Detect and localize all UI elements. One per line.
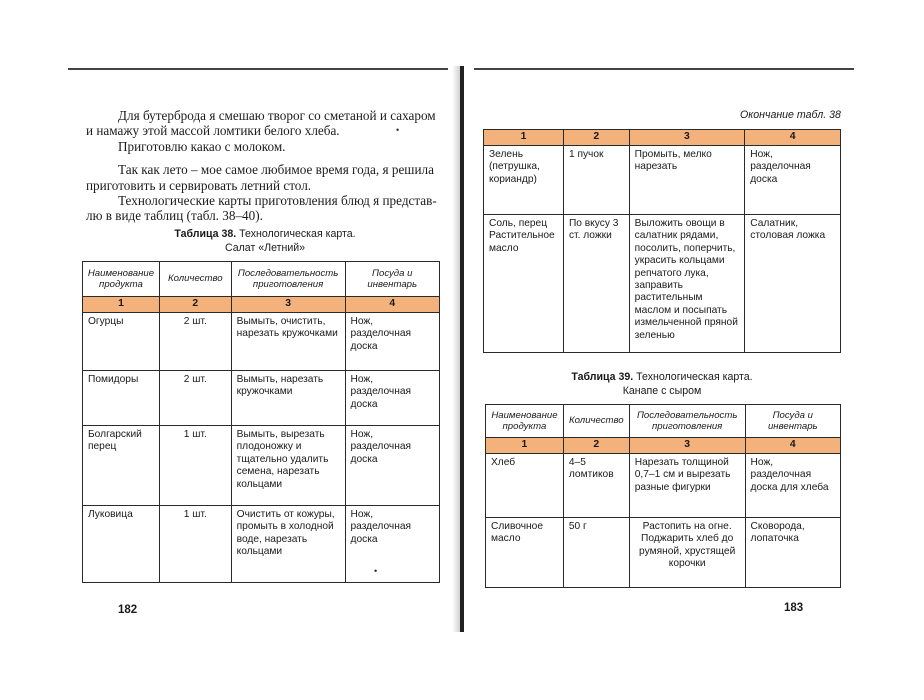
cell-tools: Нож, разделочная доска bbox=[745, 146, 841, 215]
cell-tools: Сковорода, лопаточка bbox=[745, 518, 840, 588]
paragraph-line: Для бутерброда я смешаю творог со сметаной и сахаром bbox=[118, 108, 436, 123]
cell-quantity: 2 шт. bbox=[159, 313, 231, 371]
cell-quantity: 4–5 ломтиков bbox=[563, 454, 629, 518]
cell-product: Луковица bbox=[83, 506, 160, 583]
table-row bbox=[83, 426, 440, 506]
cell-tools: Нож, разделочная доска bbox=[345, 313, 440, 371]
stray-mark: • bbox=[374, 566, 378, 576]
header-tools: Посуда и инвентарь bbox=[345, 262, 440, 297]
paragraph-line: и намажу этой массой ломтики белого хлеба. bbox=[86, 123, 340, 138]
cell-quantity: 1 шт. bbox=[159, 506, 231, 583]
paragraph-line: Приготовлю какао с молоком. bbox=[118, 139, 286, 154]
table-row bbox=[486, 454, 841, 518]
cell-steps: Выложить овощи в салатник рядами, посолить, поперчить, украсить кольцами репчатого лука, заправить растительным маслом и посыпать измельченной пряной зеленью bbox=[629, 215, 745, 353]
table-row bbox=[83, 313, 440, 371]
paragraph-line: лю в виде таблиц (табл. 38–40). bbox=[86, 208, 263, 223]
right-top-rule bbox=[474, 68, 854, 70]
cell-tools: Нож, разделочная доска bbox=[345, 506, 440, 583]
cell-product: Болгарский перец bbox=[83, 426, 160, 506]
column-number: 4 bbox=[745, 438, 840, 454]
header-quantity: Количество bbox=[159, 262, 231, 297]
cell-steps: Промыть, мелко нарезать bbox=[629, 146, 745, 215]
column-number: 1 bbox=[486, 438, 564, 454]
paragraph-line: Так как лето – мое самое любимое время года, я решила bbox=[118, 162, 434, 177]
column-number: 2 bbox=[563, 438, 629, 454]
book-spine bbox=[460, 66, 464, 632]
cell-product: Хлеб bbox=[486, 454, 564, 518]
table-38-label: Таблица 38. bbox=[174, 228, 237, 240]
header-steps: Последовательность приготовления bbox=[231, 262, 345, 297]
paragraph-line: Технологические карты приготовления блюд я представ- bbox=[118, 193, 437, 208]
cell-product: Сливочное масло bbox=[486, 518, 564, 588]
header-tools: Посуда и инвентарь bbox=[745, 405, 840, 438]
table-39-caption bbox=[492, 370, 832, 398]
cell-quantity: 50 г bbox=[563, 518, 629, 588]
cell-product: Зелень (петрушка, кориандр) bbox=[484, 146, 564, 215]
table-row bbox=[486, 518, 841, 588]
column-number: 3 bbox=[629, 130, 745, 146]
column-number: 3 bbox=[231, 297, 345, 313]
table-39 bbox=[485, 404, 841, 588]
paragraph-line: приготовить и сервировать летний стол. bbox=[86, 178, 312, 193]
cell-tools: Салатник, столовая ложка bbox=[745, 215, 841, 353]
header-steps: Последовательность приготовления bbox=[629, 405, 745, 438]
cell-tools: Нож, разделочная доска bbox=[345, 426, 440, 506]
column-number: 1 bbox=[484, 130, 564, 146]
table-38-title: Технологическая карта. bbox=[239, 228, 356, 240]
table-38-caption bbox=[100, 227, 430, 255]
left-top-rule bbox=[68, 68, 448, 70]
table-39-subtitle: Канапе с сыром bbox=[622, 385, 702, 397]
cell-steps: Вымыть, очистить, нарезать кружочками bbox=[231, 313, 345, 371]
table-38 bbox=[82, 261, 440, 583]
cell-product: Огурцы bbox=[83, 313, 160, 371]
header-product: Наименование продукта bbox=[486, 405, 564, 438]
page-number-left: 182 bbox=[118, 604, 138, 616]
cell-product: Помидоры bbox=[83, 371, 160, 426]
cell-quantity: 1 пучок bbox=[563, 146, 629, 215]
cell-quantity: 1 шт. bbox=[159, 426, 231, 506]
table-row bbox=[484, 146, 841, 215]
continuation-label: Окончание табл. 38 bbox=[740, 109, 841, 121]
table-row bbox=[83, 371, 440, 426]
table-row bbox=[484, 215, 841, 353]
header-quantity: Количество bbox=[563, 405, 629, 438]
column-number: 4 bbox=[745, 130, 841, 146]
column-number: 2 bbox=[159, 297, 231, 313]
column-number: 2 bbox=[563, 130, 629, 146]
cell-tools: Нож, разделочная доска для хлеба bbox=[745, 454, 840, 518]
cell-quantity: По вкусу 3 ст. ложки bbox=[563, 215, 629, 353]
table-row bbox=[83, 506, 440, 583]
cell-steps: Нарезать толщиной 0,7–1 см и вырезать разные фигурки bbox=[629, 454, 745, 518]
column-number: 3 bbox=[629, 438, 745, 454]
spine-shadow bbox=[452, 66, 460, 632]
stray-mark: • bbox=[396, 125, 400, 135]
cell-steps: Очистить от кожуры, промыть в холодной воде, нарезать кольцами bbox=[231, 506, 345, 583]
column-number: 4 bbox=[345, 297, 440, 313]
table-39-label: Таблица 39. bbox=[571, 371, 634, 383]
cell-steps: Вымыть, нарезать кружочками bbox=[231, 371, 345, 426]
cell-tools: Нож, разделочная доска bbox=[345, 371, 440, 426]
table-39-title: Технологическая карта. bbox=[636, 371, 753, 383]
cell-steps: Вымыть, вырезать плодоножку и тщательно удалить семена, нарезать кольцами bbox=[231, 426, 345, 506]
table-38-continued bbox=[483, 129, 841, 353]
table-38-subtitle: Салат «Летний» bbox=[224, 242, 306, 254]
cell-product: Соль, перец Растительное масло bbox=[484, 215, 564, 353]
column-number: 1 bbox=[83, 297, 160, 313]
page-number-right: 183 bbox=[784, 602, 804, 614]
cell-steps: Растопить на огне. Поджарить хлеб до румяной, хрустящей корочки bbox=[629, 518, 745, 588]
header-product: Наименование продукта bbox=[83, 262, 160, 297]
cell-quantity: 2 шт. bbox=[159, 371, 231, 426]
